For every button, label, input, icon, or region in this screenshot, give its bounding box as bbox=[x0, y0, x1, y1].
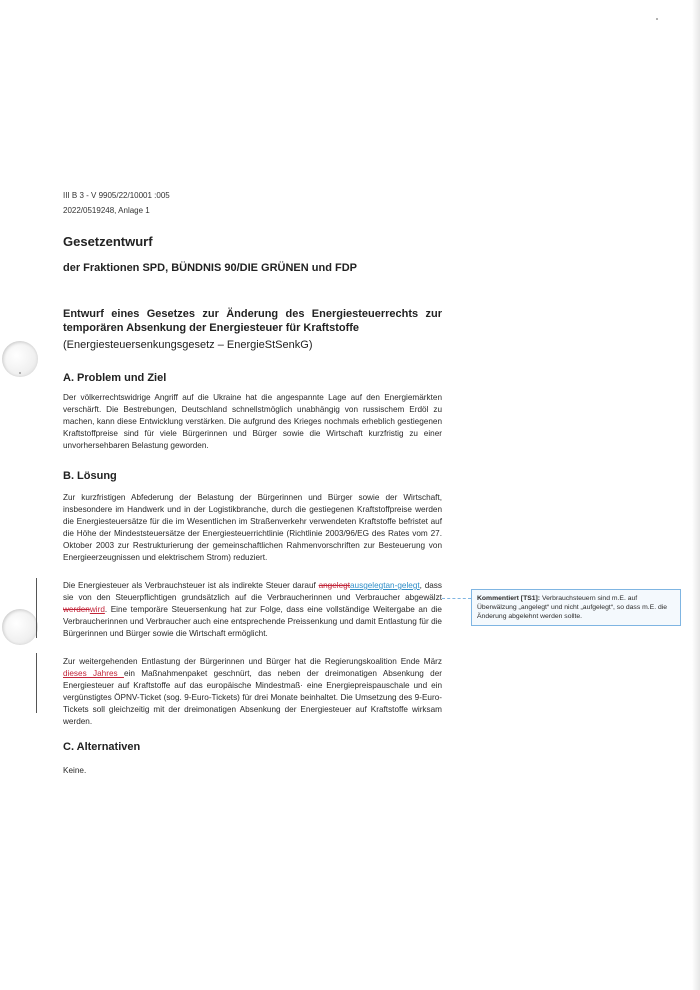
change-bar bbox=[36, 653, 37, 713]
paragraph-problem: Der völkerrechtswidrige Angriff auf die Ukraine hat die angespannte Lage auf den Energiemärkten verschärft. Die Bestrebungen, Deutschland schnellstmöglich unabhängig von russischem Erdöl zu machen, kann diese Entwicklung verstärken. Die aufgrund des Krieges nochmals erheblich gestiegenen Kraftstoffpreise sind für viele Bürgerinnen und Bürger sowie die Wirtschaft kurzfristig zu einer unvorhersehbaren Belastung geworden. bbox=[63, 393, 442, 450]
comment-text: Verbrauchsteuern sind m.E. auf Überwälzung „angelegt“ und nicht „aufgelegt“, so dass m.E. die Änderung abgelehnt werden sollte. bbox=[477, 595, 668, 620]
heading-loesung: B. Lösung bbox=[63, 470, 117, 482]
comment-label: Kommentiert [TS1]: bbox=[477, 595, 541, 602]
punch-hole-bottom bbox=[2, 609, 38, 645]
reference-line: III B 3 - V 9905/22/10001 :005 bbox=[63, 191, 170, 200]
heading-alternativen: C. Alternativen bbox=[63, 741, 141, 753]
change-bar bbox=[36, 578, 37, 638]
heading-problem-und-ziel: A. Problem und Ziel bbox=[63, 372, 167, 384]
paragraph-loesung-1: Zur kurzfristigen Abfederung der Belastung der Bürgerinnen und Bürger sowie der Wirtschaft, insbesondere im Handwerk und in der Logistikbranche, durch die gestiegenen Kraftstoffpreise werden die Energiesteuersätze für die im Wesentlichen im Straßenverkehr verwendeten Kraftstoffe befristet auf die Höhe der Mindeststeuersätze der Energiesteuerrichtlinie (Richtlinie 2003/96/EG des Rates vom 27. Oktober 2003 zur Restrukturierung der gemeinschaftlichen Rahmenvorschriften zur Besteuerung von Energieerzeugnissen und elektrischem Strom) reduziert. bbox=[63, 493, 442, 562]
draft-law-title: Entwurf eines Gesetzes zur Änderung des Energiesteuerrechts zur temporären Absenkung der Energiesteuer für Kraftstoffe bbox=[63, 308, 442, 334]
tracked-insertion[interactable]: ausgelegtan-gelegt bbox=[350, 581, 420, 590]
scan-speck bbox=[19, 372, 21, 374]
law-short-title: (Energiesteuersenkungsgesetz – EnergieStSenkG) bbox=[63, 339, 313, 351]
document-subtitle: der Fraktionen SPD, BÜNDNIS 90/DIE GRÜNEN und FDP bbox=[63, 262, 357, 274]
review-comment[interactable] bbox=[471, 589, 681, 626]
document-title: Gesetzentwurf bbox=[63, 234, 153, 249]
text-run: , dass sie von den Steuerpflichtigen grundsätzlich auf die Verbraucherinnen und Verbraucher abgewälzt bbox=[63, 581, 442, 602]
document-reference bbox=[63, 188, 170, 218]
text-run: Zur weitergehenden Entlastung der Bürgerinnen und Bürger hat die Regierungskoalition Ende März bbox=[63, 657, 442, 666]
page-edge-shadow bbox=[692, 0, 700, 990]
reference-line: 2022/0519248, Anlage 1 bbox=[63, 206, 150, 215]
paragraph-alternativen: Keine. bbox=[63, 766, 87, 775]
tracked-deletion[interactable]: angelegt bbox=[318, 581, 350, 590]
text-run: . Eine temporäre Steuersenkung hat zur Folge, dass eine vollständige Weitergabe an die Verbraucherinnen und Verbraucher auch eine entsprechende Preissenkung und damit Entlastung für die Bürgerinnen und Bürger sowie die Wirtschaft ermöglicht. bbox=[63, 605, 442, 638]
paragraph-loesung-3 bbox=[63, 656, 442, 728]
tracked-insertion[interactable]: dieses Jahres bbox=[63, 669, 124, 678]
text-run: Die Energiesteuer als Verbrauchsteuer ist als indirekte Steuer darauf bbox=[63, 581, 319, 590]
tracked-deletion[interactable]: werden bbox=[63, 605, 90, 614]
scan-speck bbox=[656, 18, 658, 20]
comment-connector bbox=[442, 598, 471, 600]
text-run: ein Maßnahmenpaket geschnürt, das neben der dreimonatigen Absenkung der Energiesteuer auf Kraftstoffe auf das europäische Mindestmaß· eine Energiepreispauschale und ein vergünstigtes ÖPNV-Ticket (sog. 9-Euro-Tickets) für drei Monate beinhaltet. Die Umsetzung des 9-Euro-Tickets soll gleichzeitig mit der dreimonatigen Absenkung der Energiesteuer auf Kraftstoffe wirksam werden. bbox=[63, 669, 443, 726]
tracked-insertion[interactable]: wird bbox=[89, 605, 105, 614]
paragraph-loesung-2 bbox=[63, 580, 442, 640]
